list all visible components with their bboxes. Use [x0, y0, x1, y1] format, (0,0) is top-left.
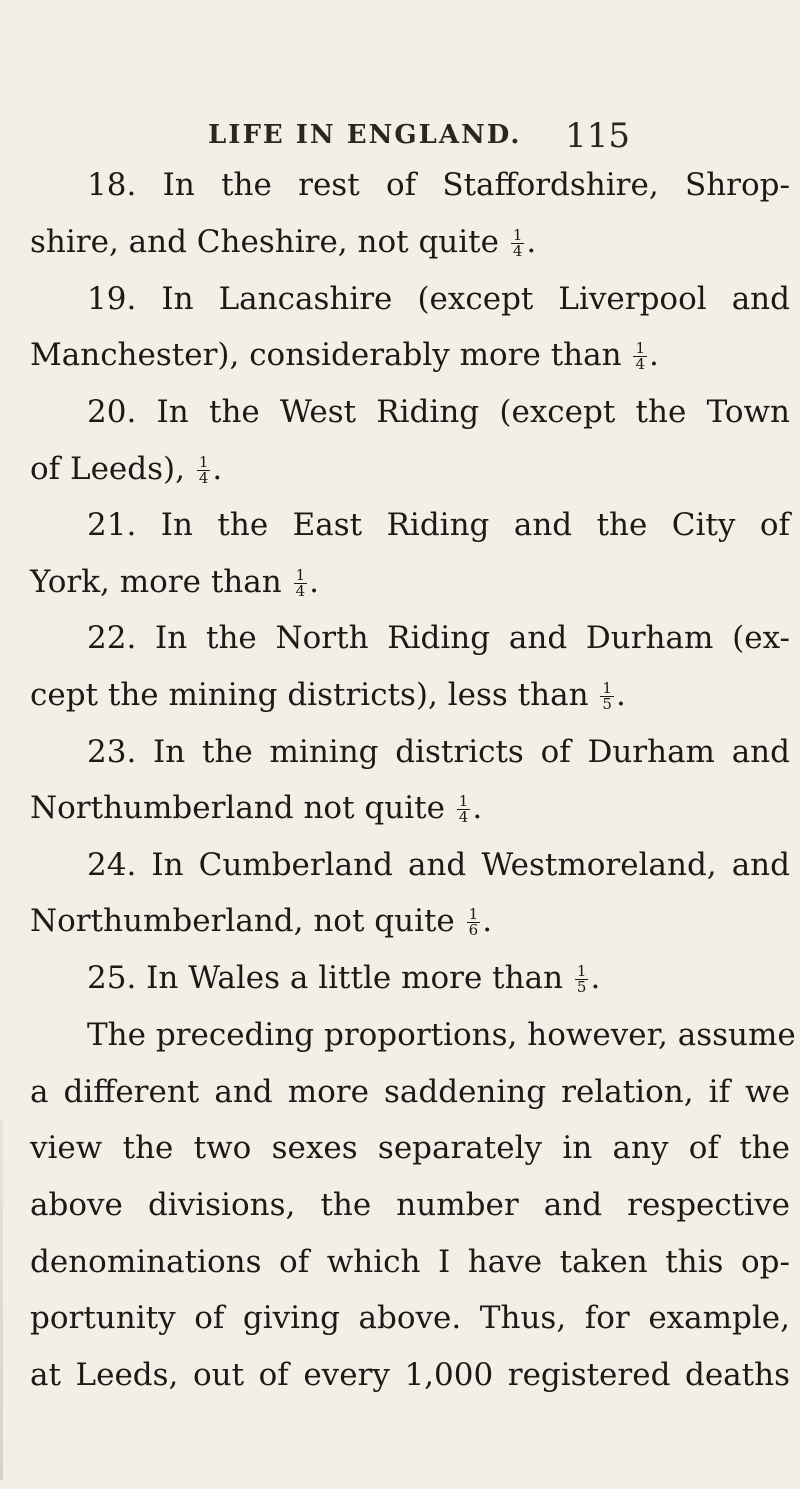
text-line: [30, 1234, 790, 1290]
page-number: 115: [565, 116, 630, 156]
line-text: 21. In the East Riding and the City of: [87, 507, 790, 543]
line-text: shire, and Cheshire, not quite: [30, 224, 509, 260]
fraction-numerator: 1: [295, 566, 306, 584]
line-text: Northumberland not quite: [30, 790, 455, 826]
line-punctuation: .: [482, 903, 493, 939]
fraction-denominator: 4: [635, 355, 645, 373]
text-line: [87, 271, 790, 327]
text-line: [87, 950, 790, 1006]
text-line: [87, 1007, 796, 1063]
text-line: [30, 1177, 790, 1233]
fraction-numerator: 1: [576, 962, 587, 980]
fraction-numerator: 1: [468, 905, 479, 923]
line-text: Northumberland, not quite: [30, 903, 465, 939]
page-edge-shadow: [0, 1120, 3, 1480]
line-text: 18. In the rest of Staffordshire, Shrop-: [87, 167, 790, 203]
page-header: [0, 116, 800, 160]
line-punctuation: .: [472, 790, 483, 826]
text-line: [87, 724, 790, 780]
line-punctuation: .: [590, 960, 601, 996]
fraction: [633, 341, 647, 372]
text-line: [30, 1120, 790, 1176]
line-text: Manchester), considerably more than: [30, 337, 632, 373]
line-text: at Leeds, out of every 1,000 registered deaths: [30, 1357, 790, 1393]
line-text: denominations of which I have taken this op-: [30, 1244, 790, 1280]
text-line: [87, 610, 790, 666]
fraction-denominator: 5: [602, 695, 612, 713]
line-punctuation: .: [615, 677, 626, 713]
fraction-numerator: 1: [635, 339, 645, 357]
line-text: 23. In the mining districts of Durham and: [87, 734, 790, 770]
text-line: [30, 780, 790, 836]
line-text: a different and more saddening relation, if we: [30, 1074, 790, 1110]
fraction: [197, 455, 211, 486]
line-punctuation: .: [309, 564, 319, 600]
fraction: [511, 228, 525, 259]
line-text: view the two sexes separately in any of the: [30, 1130, 790, 1166]
line-text: 25. In Wales a little more than: [87, 960, 573, 996]
text-line: [87, 837, 790, 893]
line-text: of Leeds),: [30, 451, 195, 487]
fraction-denominator: 5: [576, 978, 587, 996]
text-line: [30, 327, 790, 383]
fraction-numerator: 1: [198, 453, 209, 471]
running-title: LIFE IN ENGLAND.: [208, 120, 522, 150]
text-line: [87, 497, 790, 553]
line-text: 19. In Lancashire (except Liverpool and: [87, 281, 790, 317]
fraction-numerator: 1: [602, 679, 612, 697]
text-line: [87, 384, 790, 440]
line-text: 24. In Cumberland and Westmoreland, and: [87, 847, 790, 883]
line-text: 20. In the West Riding (except the Town: [87, 394, 790, 430]
fraction-denominator: 6: [468, 921, 479, 939]
line-text: The preceding proportions, however, assume: [87, 1017, 796, 1053]
text-line: [30, 893, 790, 949]
text-line: [30, 441, 790, 497]
line-punctuation: .: [648, 337, 659, 373]
line-punctuation: .: [526, 224, 537, 260]
text-line: [30, 1064, 790, 1120]
text-line: [30, 554, 790, 610]
fraction-denominator: 4: [198, 469, 209, 487]
line-text: cept the mining districts), less than: [30, 677, 599, 713]
text-line: [30, 1347, 790, 1403]
text-line: [30, 667, 790, 723]
fraction: [457, 794, 471, 825]
fraction-denominator: 4: [512, 242, 523, 260]
line-text: York, more than: [30, 564, 292, 600]
line-text: above divisions, the number and respective: [30, 1187, 790, 1223]
line-text: portunity of giving above. Thus, for example,: [30, 1300, 790, 1336]
fraction: [294, 568, 308, 599]
text-line: [30, 1290, 790, 1346]
text-line: [87, 157, 790, 213]
fraction-numerator: 1: [458, 792, 469, 810]
fraction: [575, 964, 589, 995]
line-text: 22. In the North Riding and Durham (ex-: [87, 620, 790, 656]
fraction: [600, 681, 614, 712]
line-punctuation: .: [212, 451, 223, 487]
text-line: [30, 214, 790, 270]
fraction-denominator: 4: [295, 582, 306, 600]
fraction-numerator: 1: [512, 226, 523, 244]
fraction-denominator: 4: [458, 808, 469, 826]
fraction: [467, 907, 481, 938]
